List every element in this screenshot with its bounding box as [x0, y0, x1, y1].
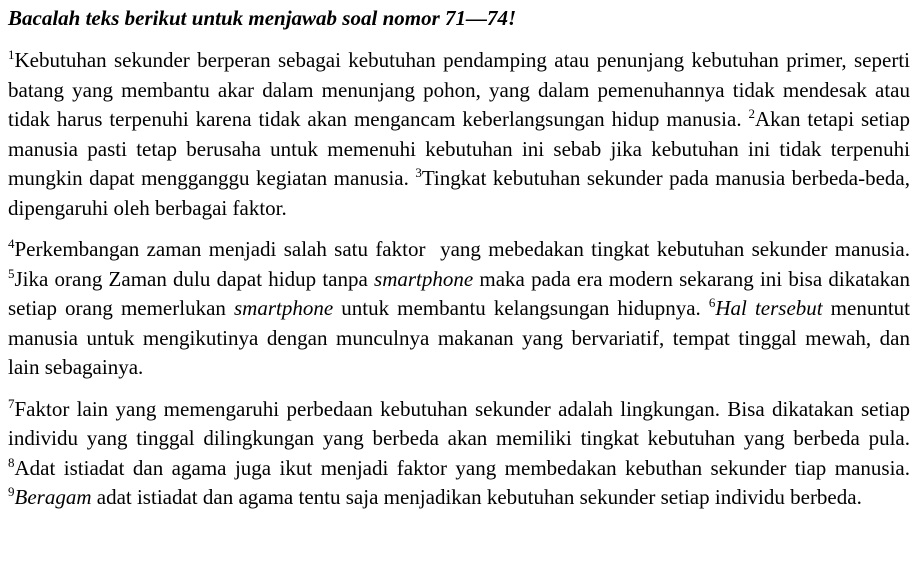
sentence-text: Tingkat kebutuhan sekunder pada manusia berbeda-beda, dipengaruhi oleh berbagai faktor. [8, 166, 910, 220]
sentence-text: Adat istiadat dan agama juga ikut menjadi faktor yang membedakan kebuthan sekunder tiap manusia. [14, 455, 910, 480]
instruction-heading: Bacalah teks berikut untuk menjawab soal nomor 71—74! [8, 6, 517, 30]
paragraph-3 [8, 395, 910, 513]
sentence-number: 8 [8, 454, 15, 470]
sentence-number: 4 [8, 236, 15, 251]
sentence-number: 7 [8, 395, 15, 411]
italic-term: smartphone [374, 266, 474, 291]
sentence-number: 5 [8, 265, 15, 281]
sentence-text: Kebutuhan sekunder berperan sebagai kebutuhan pendamping atau penunjang kebutuhan primer, seperti batang yang membantu akar dalam menunjang pohon, yang dalam pemenuhannya tidak mendesak atau tidak harus terpenuhi karena tidak akan mengancam keberlangsungan hidup manusia. [8, 48, 910, 131]
document-page [8, 4, 916, 513]
sentence-text: Perkembangan zaman menjadi salah satu faktor yang mebedakan tingkat kebutuhan sekunder manusia. [14, 237, 916, 261]
sentence-text: maka pada era modern sekarang ini bisa dikatakan setiap orang memerlukan [8, 266, 910, 320]
sentence-text: Faktor lain yang memengaruhi perbedaan kebutuhan sekunder adalah lingkungan. Bisa dikatakan setiap individu yang tinggal dilingkungan yang berbeda akan memiliki tingkat kebutuhan yang berbeda pula. [8, 396, 910, 450]
sentence-number: 3 [415, 165, 422, 180]
sentence-text: Akan tetapi setiap manusia pasti tetap berusaha untuk memenuhi kebutuhan ini sebab jika kebutuhan ini tidak terpenuhi mungkin dapat mengganggu kegiatan manusia. [8, 107, 910, 190]
sentence-text: adat istiadat dan agama tentu saja menjadikan kebutuhan sekunder setiap individu berbeda. [91, 485, 862, 509]
paragraph-2 [8, 235, 916, 383]
sentence-text: Jika orang Zaman dulu dapat hidup tanpa [14, 266, 375, 291]
sentence-number: 6 [708, 295, 716, 310]
paragraph-1 [8, 46, 910, 223]
sentence-number: 2 [748, 106, 756, 121]
italic-term: smartphone [233, 296, 334, 320]
italic-term: Beragam [14, 485, 92, 509]
sentence-text: untuk membantu kelangsungan hidupnya. [333, 296, 709, 320]
sentence-number: 9 [8, 484, 15, 499]
italic-term: Hal tersebut [715, 296, 823, 320]
sentence-number: 1 [8, 47, 15, 62]
sentence-text: menuntut manusia untuk mengikutinya dengan munculnya makanan yang bervariatif, tempat tinggal mewah, dan lain sebagainya. [8, 296, 911, 379]
